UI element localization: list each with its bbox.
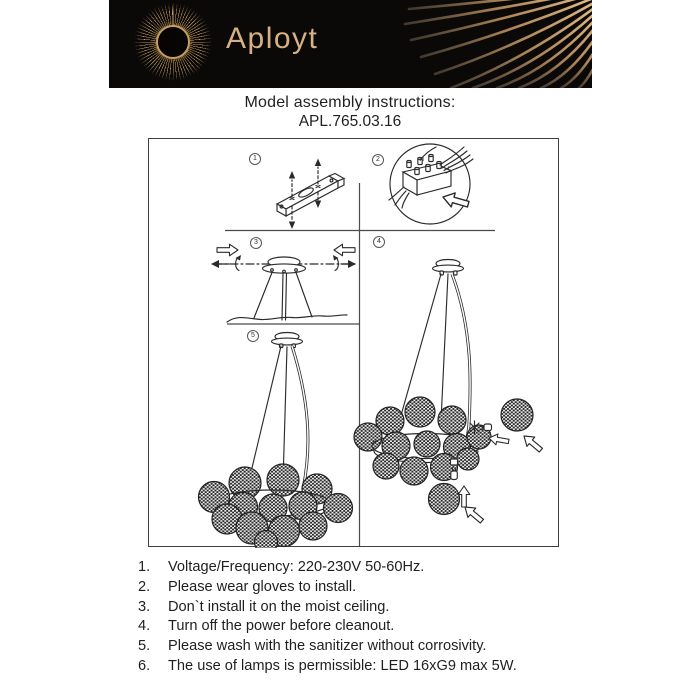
panel-3-canopy-mount-diagram (211, 244, 356, 322)
instruction-item (130, 617, 590, 637)
instruction-text: The use of lamps is permissible: LED 16xG9 max 5W. (168, 657, 517, 674)
panel-5-badge: 5 (247, 330, 259, 342)
instruction-text: Don`t install it on the moist ceiling. (168, 598, 390, 615)
page-title: Model assembly instructions: (244, 94, 456, 111)
instruction-item (130, 558, 590, 578)
instruction-text: Voltage/Frequency: 220-230V 50-60Hz. (168, 559, 425, 575)
sunburst-logo-core (156, 25, 190, 59)
wire-label-l: L (448, 166, 452, 172)
instruction-list (130, 558, 590, 677)
brand-name: Aployt (226, 22, 319, 55)
instruction-number: 5. (138, 638, 151, 655)
model-number: APL.765.03.16 (298, 113, 402, 130)
instruction-text: Turn off the power before cleanout. (168, 618, 395, 635)
panel-2-badge: 2 (372, 154, 384, 166)
panel-4-badge: 4 (373, 236, 385, 248)
panel-1-badge: 1 (249, 153, 261, 165)
instruction-number: 1. (138, 559, 151, 575)
instruction-number: 2. (138, 578, 151, 595)
instruction-number: 3. (138, 598, 151, 615)
instruction-text: Please wash with the sanitizer without corrosivity. (168, 638, 487, 655)
instruction-number: 4. (138, 618, 151, 635)
instruction-number: 6. (138, 657, 151, 674)
panel-4-assembly-diagram (354, 260, 545, 526)
title-block (0, 94, 700, 131)
panel-5-finished-diagram (199, 333, 353, 549)
assembly-diagrams (148, 138, 560, 548)
panel-3-badge: 3 (250, 237, 262, 249)
instruction-item (130, 657, 590, 677)
panel-1-bracket-diagram (277, 159, 344, 230)
instruction-item (130, 637, 590, 657)
instruction-item (130, 578, 590, 598)
panel-2-wiring-diagram (389, 144, 473, 224)
instruction-item (130, 598, 590, 618)
instruction-text: Please wear gloves to install. (168, 578, 357, 595)
brand-banner (109, 0, 592, 88)
wire-label-n: N (420, 157, 424, 163)
